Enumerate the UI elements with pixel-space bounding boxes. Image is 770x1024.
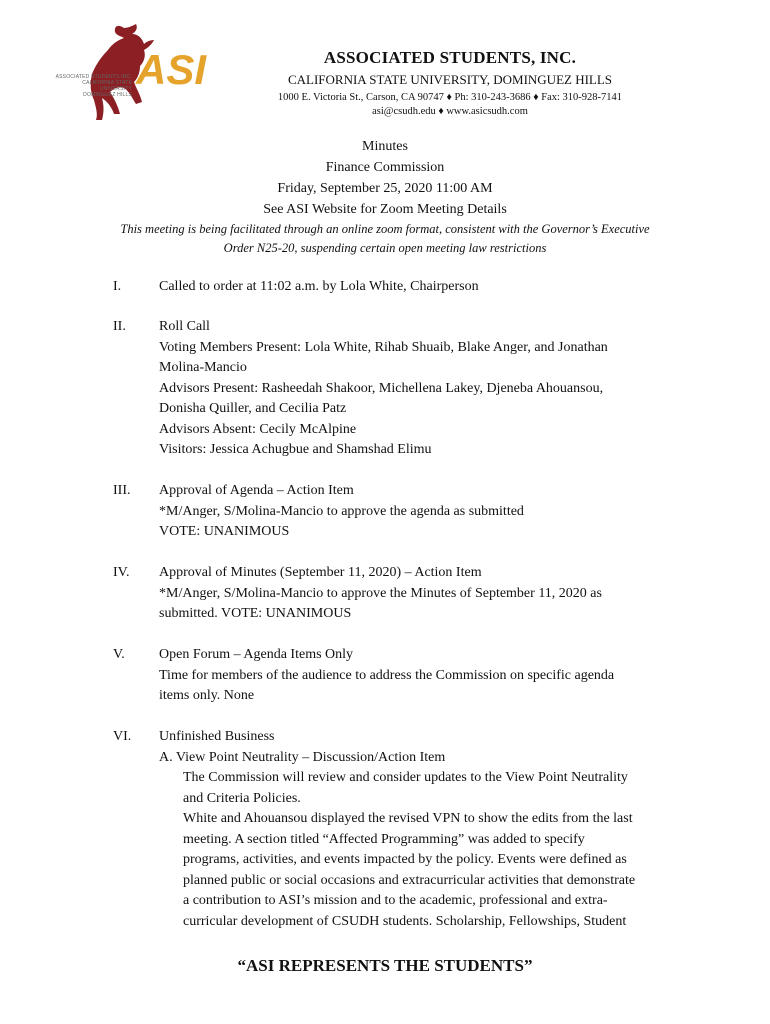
sub-item-line: The Commission will review and consider updates to the View Point Neutrality [183,770,628,785]
item-line: Visitors: Jessica Achugbue and Shamshad Elimu [159,442,432,457]
governor-note-line: Order N25-20, suspending certain open meeting law restrictions [223,241,547,255]
letterhead [240,48,660,119]
item-line: VOTE: UNANIMOUS [159,524,290,539]
sub-item-line: planned public or social occasions and extracurricular activities that demonstrate [183,872,636,888]
item-number: I. [113,279,122,294]
asi-logo [84,22,234,122]
item-line: items only. None [159,688,255,703]
item-heading: Approval of Agenda – Action Item [159,483,354,498]
commission-name: Finance Commission [325,160,445,175]
university-name: CALIFORNIA STATE UNIVERSITY, DOMINGUEZ HILLS [287,72,613,87]
sub-item-line: White and Ahouansou displayed the revised VPN to show the edits from the last [183,811,633,826]
item-line: Advisors Absent: Cecily McAlpine [159,421,357,437]
item-line: Voting Members Present: Lola White, Rihab Shuaib, Blake Anger, and Jonathan [159,339,608,355]
item-line: Donisha Quiller, and Cecilia Patz [159,401,347,416]
item-heading: Approval of Minutes (September 11, 2020) – Action Item [159,565,482,580]
item-line: Advisors Present: Rasheedah Shakoor, Michellena Lakey, Djeneba Ahouansou, [159,380,604,396]
item-line: *M/Anger, S/Molina-Mancio to approve the Minutes of September 11, 2020 as [159,585,602,601]
sub-item-line: curricular development of CSUDH students. Scholarship, Fellowships, Student [183,913,627,929]
svg-text:ASI: ASI [136,46,207,93]
item-number: VI. [113,729,132,744]
zoom-note: See ASI Website for Zoom Meeting Details [263,202,507,217]
logo-subtitle-line: CALIFORNIA STATE UNIVERSITY [82,80,132,92]
item-heading: Unfinished Business [159,729,275,744]
sub-item-line: meeting. A section titled “Affected Programming” was added to specify [183,831,585,847]
item-number: II. [113,319,126,334]
doc-type: Minutes [362,139,408,154]
logo-subtitle-line: DOMINGUEZ HILLS [83,92,132,98]
sub-item-line: a contribution to ASI’s mission and to the academic, professional and extra- [183,893,608,908]
contact-line: asi@csudh.edu ♦ www.asicsudh.com [372,106,528,117]
item-heading: Open Forum – Agenda Items Only [159,647,354,662]
address-line: 1000 E. Victoria St., Carson, CA 90747 ♦ Ph: 310-243-3686 ♦ Fax: 310-928-7141 [277,92,623,103]
logo-subtitle [52,74,132,98]
item-line: *M/Anger, S/Molina-Mancio to approve the agenda as submitted [159,503,524,519]
meeting-date: Friday, September 25, 2020 11:00 AM [277,181,493,196]
item-heading: Roll Call [159,319,210,334]
item-line: Time for members of the audience to address the Commission on specific agenda [159,667,615,683]
item-number: III. [113,483,131,498]
item-line: submitted. VOTE: UNANIMOUS [159,606,352,621]
org-name: ASSOCIATED STUDENTS, INC. [323,48,577,67]
item-line: Molina-Mancio [159,360,247,375]
item-number: V. [113,647,125,662]
sub-item-line: programs, activities, and events impacted by the policy. Events were defined as [183,852,627,867]
logo-subtitle-line: ASSOCIATED STUDENTS INC. [55,74,132,80]
item-line: Called to order at 11:02 a.m. by Lola White, Chairperson [159,279,479,294]
sub-item-heading: A. View Point Neutrality – Discussion/Action Item [159,749,446,765]
footer-slogan: “ASI REPRESENTS THE STUDENTS” [237,956,533,975]
item-number: IV. [113,565,130,580]
bull-icon [84,22,234,122]
meeting-title-block [60,136,710,258]
governor-note-line: This meeting is being facilitated through an online zoom format, consistent with the Governor’s Executive [120,222,650,236]
sub-item-line: and Criteria Policies. [183,790,301,806]
